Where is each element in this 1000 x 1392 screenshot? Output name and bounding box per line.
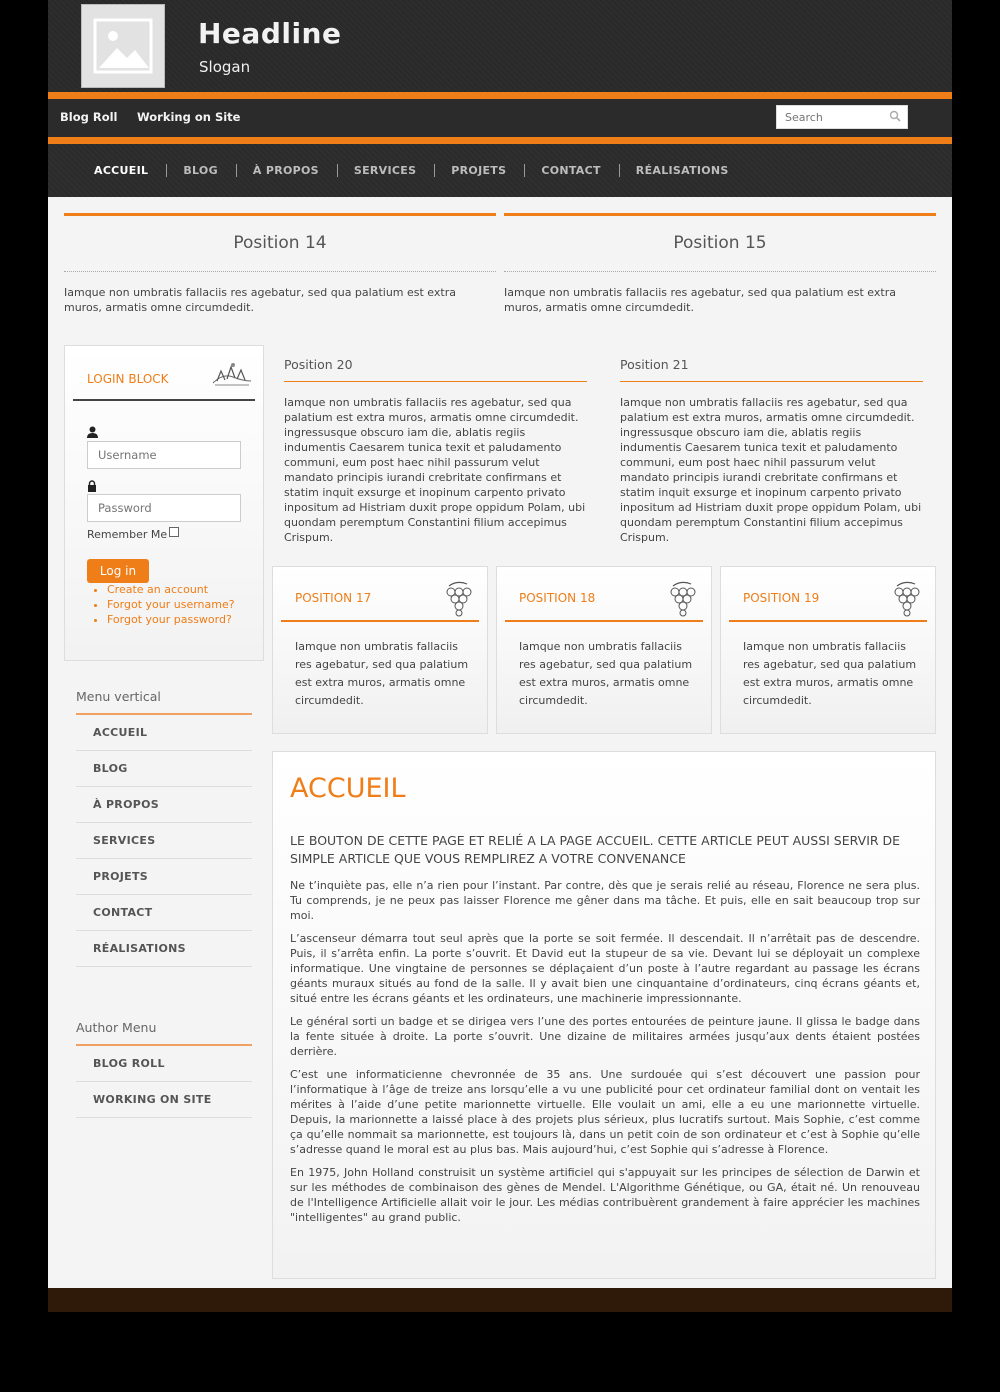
search-box [776,105,908,129]
nav-item-blog[interactable]: BLOG [167,164,237,177]
article-body [290,878,920,1233]
password-input[interactable] [88,495,238,521]
main-article [272,751,936,1279]
nav-item-realisations[interactable]: RÉALISATIONS [635,164,729,177]
card-title-underline [729,620,927,622]
vmenu-item-contact[interactable]: CONTACT [76,895,252,931]
module-title: Position 20 [284,357,587,382]
nav-divider [48,137,952,144]
article-paragraph: Ne t’inquiète pas, elle n’a rien pour l’instant. Par contre, dès que je serais relié au réseau, Florence ne sera plus. Tu comprends, je ne peux pas laisser Florence me gêner dans ma tâche. Et puis, elle en sait beaucoup trop sur moi. [290,879,920,922]
nav-item-contact[interactable]: CONTACT [525,164,619,177]
author-menu-item-working-on-site[interactable]: WORKING ON SITE [76,1082,252,1118]
position-21-module [620,357,923,545]
position-15-module [504,213,936,315]
module-text: Iamque non umbratis fallaciis res agebatur, sed qua palatium est extra muros, armatis omne circumdedit. [64,286,456,314]
login-block [64,345,264,661]
article-title: ACCUEIL [290,773,406,804]
top-bar [48,99,952,137]
password-field [87,494,241,522]
remember-me-label: Remember Me [87,528,168,541]
card-title: POSITION 19 [743,591,820,605]
header-divider [48,92,952,99]
nav-item-a-propos[interactable]: À PROPOS [237,164,338,177]
logo-placeholder-icon[interactable] [81,4,165,88]
module-title: Position 14 [64,216,496,272]
card-text: Iamque non umbratis fallaciis res agebatur, sed qua palatium est extra muros, armatis omne circumdedit. [743,640,917,707]
main-nav [48,144,952,197]
create-account-link[interactable]: Create an account [107,583,209,596]
grapes-icon [889,580,921,618]
username-input[interactable] [88,442,238,468]
article-paragraph: L’ascenseur démarra tout seul après que la porte se soit fermée. Il descendait. Il n’arrêtait pas de descendre. Puis, il s’arrêta enfin. La porte s’ouvrit. Et David eut la stupeur de sa vie. Devant lui se déployait un complexe informatique. Une vingtaine de personnes se déplaçaient d’un poste à l’autre regardant au passage les écrans géants muraux situés au fond de la salle. Il y avait bien une cinquantaine d’ordinateurs, cinq écrans géants et, situé entre les écrans géants et les ordinateurs, une machinerie impressionnante. [290,932,920,1005]
vmenu-item-services[interactable]: SERVICES [76,823,252,859]
login-title: LOGIN BLOCK [87,372,169,386]
article-paragraph: C’est une informaticienne chevronnée de 35 ans. Une surdouée qui s’est découvert une passion pour l’informatique à l’âge de treize ans lorsqu’elle a vu une publicité pour cet ordinateur familial dont on ventait les mérites à l’aide d’une petite marionnette virtuelle. Elle voulait un ami, elle a eu une marionnette virtuelle. Depuis, la marionnette a laissé place à des projets plus sérieux, plus lucratifs surtout. Mais Sophie, c’est comme ça qu’elle nommait sa marionnette, est toujours là, dans un petit coin de son ordinateur et c’est à Sophie qu’elle s’adresse quand le moral est au plus bas. Mais aujourd’hui, c’est Sophie qui s’adresse à Florence. [290,1068,920,1156]
menu-vertical-title: Menu vertical [76,689,252,715]
site-headline[interactable]: Headline [198,17,342,50]
card-title-underline [505,620,703,622]
login-links [87,582,235,627]
module-title: Position 21 [620,357,923,382]
vineyard-emblem-icon [211,361,253,387]
vmenu-item-projets[interactable]: PROJETS [76,859,252,895]
lock-icon [87,480,97,492]
author-menu-title: Author Menu [76,1020,252,1046]
remember-me-checkbox[interactable] [169,527,179,537]
article-paragraph: En 1975, John Holland construisit un système artificiel qui s'appuyait sur les principes de sélection de Darwin et sur les méthodes de combinaison des gènes de Mendel. L'Algorithme Génétique, ou GA, était né. Un renouveau de l'Intelligence Artificielle allait voir le jour. Les médias contribuèrent grandement à faire apprécier les machines "intelligentes" au grand public. [290,1166,920,1224]
position-17-card [272,566,488,734]
username-field [87,441,241,469]
grapes-icon [441,580,473,618]
user-icon [87,426,98,438]
search-icon[interactable] [889,110,901,122]
position-14-module [64,213,496,315]
module-title: Position 15 [504,216,936,272]
module-text: Iamque non umbratis fallaciis res agebatur, sed qua palatium est extra muros, armatis omne circumdedit. ingressusque obscuro iam die, ablatis regiis indumentis Caesarem tunica texit et paludamento communi, eum post haec nihil passurum velut mandato principis iurandi crebritate confirmans et statim inquit exsurge et inopinum carpento privato inpositum ad Histriam duxit prope oppidum Polam, ubi quondam peremptum Constantini filium accepimus Crispum. [620,396,922,544]
vmenu-item-realisations[interactable]: RÉALISATIONS [76,931,252,967]
topbar-link-blog-roll[interactable]: Blog Roll [60,110,118,124]
author-menu [76,1020,252,1118]
module-text: Iamque non umbratis fallaciis res agebatur, sed qua palatium est extra muros, armatis omne circumdedit. [504,286,896,314]
site-footer [48,1288,952,1312]
forgot-username-link[interactable]: Forgot your username? [107,598,235,611]
content-area [48,197,952,1288]
nav-item-accueil[interactable]: ACCUEIL [78,164,167,177]
card-text: Iamque non umbratis fallaciis res agebatur, sed qua palatium est extra muros, armatis omne circumdedit. [519,640,693,707]
position-20-module [284,357,587,545]
login-button[interactable]: Log in [87,559,149,583]
nav-item-services[interactable]: SERVICES [338,164,435,177]
login-title-underline [73,399,255,401]
grapes-icon [665,580,697,618]
author-menu-item-blog-roll[interactable]: BLOG ROLL [76,1046,252,1082]
module-text: Iamque non umbratis fallaciis res agebatur, sed qua palatium est extra muros, armatis omne circumdedit. ingressusque obscuro iam die, ablatis regiis indumentis Caesarem tunica texit et paludamento communi, eum post haec nihil passurum velut mandato principis iurandi crebritate confirmans et statim inquit exsurge et inopinum carpento privato inpositum ad Histriam duxit prope oppidum Polam, ubi quondam peremptum Constantini filium accepimus Crispum. [284,396,586,544]
position-19-card [720,566,936,734]
article-paragraph: Le général sorti un badge et se dirigea vers l’une des portes entourées de peinture jaune. Il glissa le badge dans la fente située à droite. La porte s’ouvrit. Une dizaine de militaires armées jusqu’aux dents étaient postées derrière. [290,1015,920,1058]
site-slogan: Slogan [199,58,251,76]
position-18-card [496,566,712,734]
forgot-password-link[interactable]: Forgot your password? [107,613,232,626]
card-title: POSITION 17 [295,591,372,605]
article-intro: LE BOUTON DE CETTE PAGE ET RELIÉ A LA PAGE ACCUEIL. CETTE ARTICLE PEUT AUSSI SERVIR DE SIMPLE ARTICLE QUE VOUS REMPLIREZ A VOTRE CONVENANCE [290,833,901,866]
card-title-underline [281,620,479,622]
vmenu-item-blog[interactable]: BLOG [76,751,252,787]
card-title: POSITION 18 [519,591,596,605]
nav-item-projets[interactable]: PROJETS [435,164,525,177]
vmenu-item-accueil[interactable]: ACCUEIL [76,715,252,751]
menu-vertical [76,689,252,967]
site-header [48,0,952,92]
card-text: Iamque non umbratis fallaciis res agebatur, sed qua palatium est extra muros, armatis omne circumdedit. [295,640,469,707]
page [48,0,952,1312]
topbar-link-working-on-site[interactable]: Working on Site [137,110,241,124]
vmenu-item-a-propos[interactable]: À PROPOS [76,787,252,823]
search-input[interactable] [777,107,893,129]
